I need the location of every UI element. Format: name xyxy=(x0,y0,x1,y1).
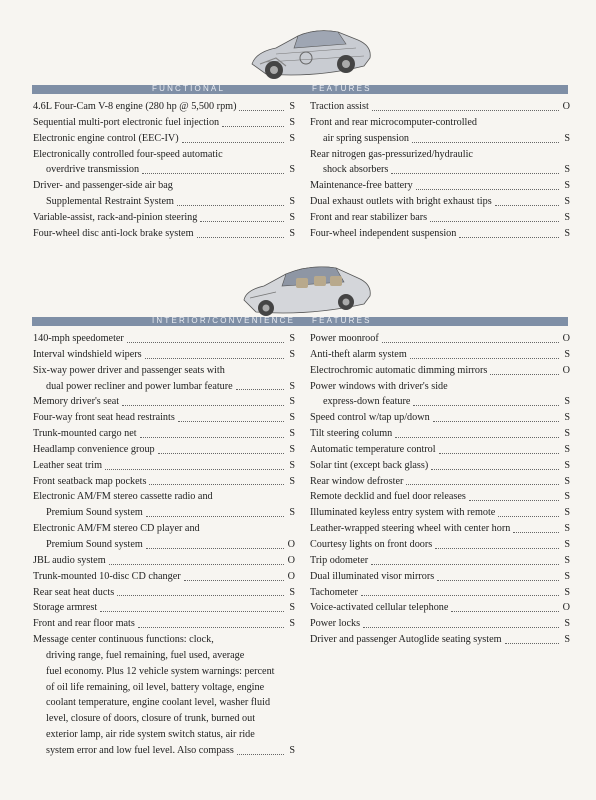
dot-leader xyxy=(469,499,559,501)
dot-leader xyxy=(412,141,559,143)
feature-row xyxy=(33,442,295,458)
dot-leader xyxy=(495,204,559,206)
feature-text: Leather-wrapped steering wheel with center horn xyxy=(310,523,511,535)
dot-leader xyxy=(138,626,284,628)
dot-leader xyxy=(430,220,559,222)
feature-text: Tilt steering column xyxy=(310,428,393,440)
feature-row xyxy=(33,426,295,442)
feature-text: Supplemental Restraint System xyxy=(46,196,174,208)
feature-text: Front and rear microcomputer-controlled xyxy=(310,116,477,128)
feature-row xyxy=(33,521,295,537)
availability-code: S xyxy=(564,180,570,192)
message-center-line: of oil life remaining, oil level, battery voltage, engine xyxy=(46,681,265,693)
availability-code: S xyxy=(564,523,570,535)
feature-text: Solar tint (except back glass) xyxy=(310,459,429,471)
feature-text: Voice-activated cellular telephone xyxy=(310,602,449,614)
feature-row xyxy=(310,458,570,474)
feature-row xyxy=(33,569,295,585)
feature-text: Electronic engine control (EEC-IV) xyxy=(33,132,179,144)
availability-code: S xyxy=(289,116,295,128)
dot-leader xyxy=(222,125,284,127)
feature-row xyxy=(310,489,570,505)
feature-text: Interval windshield wipers xyxy=(33,348,142,360)
feature-row xyxy=(310,115,570,131)
dot-leader xyxy=(236,388,284,390)
availability-code: S xyxy=(289,443,295,455)
feature-row xyxy=(33,210,295,226)
feature-row xyxy=(310,147,570,163)
feature-text: Rear window defroster xyxy=(310,475,404,487)
feature-text: Trip odometer xyxy=(310,554,369,566)
feature-text: shock absorbers xyxy=(323,164,389,176)
feature-row xyxy=(310,521,570,537)
feature-row xyxy=(310,474,570,490)
availability-code: S xyxy=(289,164,295,176)
dot-leader xyxy=(371,563,559,565)
feature-row xyxy=(310,537,570,553)
availability-code: S xyxy=(289,412,295,424)
feature-text: Trunk-mounted cargo net xyxy=(33,428,137,440)
dot-leader xyxy=(513,531,559,533)
availability-code: S xyxy=(564,412,570,424)
availability-code: S xyxy=(564,491,570,503)
band-label-right: FEATURES xyxy=(312,84,372,93)
availability-code: S xyxy=(289,396,295,408)
feature-row xyxy=(33,379,295,395)
feature-text: Automatic temperature control xyxy=(310,443,436,455)
feature-text: Variable-assist, rack-and-pinion steering xyxy=(33,211,198,223)
feature-text: Electrochromic automatic dimming mirrors xyxy=(310,364,488,376)
feature-text: Electronic AM/FM stereo CD player and xyxy=(33,523,200,535)
dot-leader xyxy=(505,642,559,644)
availability-code: S xyxy=(564,538,570,550)
availability-code: S xyxy=(289,227,295,239)
availability-code: S xyxy=(289,348,295,360)
dot-leader xyxy=(140,436,284,438)
feature-row xyxy=(33,331,295,347)
band-label-left: FUNCTIONAL xyxy=(152,84,226,93)
feature-row xyxy=(33,178,295,194)
feature-row xyxy=(33,474,295,490)
availability-code: S xyxy=(564,554,570,566)
availability-code: O xyxy=(562,101,570,112)
availability-code: S xyxy=(289,602,295,614)
feature-text: Maintenance-free battery xyxy=(310,180,413,192)
dot-leader xyxy=(498,515,559,517)
functional-features-left-column xyxy=(33,99,295,242)
feature-row xyxy=(310,226,570,242)
feature-text: 4.6L Four-Cam V-8 engine (280 hp @ 5,500 rpm) xyxy=(33,101,237,112)
feature-row xyxy=(310,616,570,632)
message-center-line: driving range, fuel remaining, fuel used, average xyxy=(46,649,245,661)
dot-leader xyxy=(406,483,559,485)
dot-leader xyxy=(363,626,559,628)
feature-row xyxy=(33,394,295,410)
dot-leader xyxy=(395,436,559,438)
feature-row xyxy=(33,537,295,553)
feature-row xyxy=(310,379,570,395)
feature-row xyxy=(33,616,295,632)
feature-text: Front and rear floor mats xyxy=(33,618,135,630)
message-center-last-line: system error and low fuel level. Also compass xyxy=(46,744,234,756)
feature-row xyxy=(33,162,295,178)
feature-row xyxy=(310,410,570,426)
feature-row xyxy=(33,194,295,210)
feature-row xyxy=(310,210,570,226)
interior-convenience-features-band xyxy=(32,317,568,326)
dot-leader xyxy=(184,579,284,581)
availability-code: S xyxy=(564,586,570,598)
feature-text: Four-wheel disc anti-lock brake system xyxy=(33,227,194,239)
message-center-line: fuel economy. Plus 12 vehicle system warnings: percent xyxy=(46,665,275,677)
dot-leader xyxy=(382,341,559,343)
dot-leader xyxy=(431,468,559,470)
availability-code: S xyxy=(289,507,295,519)
dot-leader xyxy=(200,220,284,222)
message-center-line: coolant temperature, engine coolant level, washer fluid xyxy=(46,697,271,709)
feature-text: Memory driver's seat xyxy=(33,396,120,408)
availability-code: S xyxy=(564,428,570,440)
feature-text: Driver and passenger Autoglide seating system xyxy=(310,634,502,646)
dot-leader xyxy=(197,236,285,238)
band-label-right: FEATURES xyxy=(312,316,372,325)
feature-row xyxy=(33,410,295,426)
availability-code: S xyxy=(289,333,295,344)
feature-row xyxy=(33,489,295,505)
message-center-line: exterior lamp, air ride system switch status, air ride xyxy=(46,729,255,741)
dot-leader xyxy=(490,373,559,375)
availability-code: S xyxy=(289,744,295,756)
feature-text: Front seatback map pockets xyxy=(33,475,147,487)
feature-row xyxy=(33,131,295,147)
feature-text: Driver- and passenger-side air bag xyxy=(33,180,173,192)
feature-text: Headlamp convenience group xyxy=(33,443,155,455)
availability-code: S xyxy=(564,132,570,144)
availability-code: O xyxy=(562,333,570,344)
feature-text: Electronic AM/FM stereo cassette radio and xyxy=(33,491,213,503)
dot-leader xyxy=(178,420,284,422)
interior-features-right-column xyxy=(310,331,570,648)
feature-row xyxy=(310,426,570,442)
dot-leader xyxy=(391,172,559,174)
feature-text: JBL audio system xyxy=(33,554,106,566)
dot-leader xyxy=(182,141,284,143)
feature-text: overdrive transmission xyxy=(46,164,140,176)
feature-text: dual power recliner and power lumbar feature xyxy=(46,380,233,392)
feature-row xyxy=(33,99,295,115)
availability-code: S xyxy=(289,618,295,630)
feature-row xyxy=(310,394,570,410)
feature-row xyxy=(33,115,295,131)
feature-text: Anti-theft alarm system xyxy=(310,348,407,360)
feature-text: Storage armrest xyxy=(33,602,98,614)
availability-code: O xyxy=(287,538,295,550)
dot-leader xyxy=(372,109,559,111)
feature-text: Front and rear stabilizer bars xyxy=(310,211,428,223)
feature-text: Remote decklid and fuel door releases xyxy=(310,491,466,503)
dot-leader xyxy=(117,594,284,596)
availability-code: O xyxy=(562,364,570,376)
availability-code: S xyxy=(289,132,295,144)
availability-code: S xyxy=(289,101,295,112)
dot-leader xyxy=(142,172,284,174)
availability-code: S xyxy=(564,507,570,519)
availability-code: S xyxy=(289,586,295,598)
dot-leader xyxy=(146,515,284,517)
feature-text: Tachometer xyxy=(310,586,358,598)
availability-code: S xyxy=(564,164,570,176)
dot-leader xyxy=(239,109,284,111)
feature-text: Illuminated keyless entry system with remote xyxy=(310,507,496,519)
feature-text: express-down feature xyxy=(323,396,411,408)
dot-leader xyxy=(105,468,284,470)
feature-text: Trunk-mounted 10-disc CD changer xyxy=(33,570,181,582)
feature-text: Dual exhaust outlets with bright exhaust tips xyxy=(310,196,492,208)
dot-leader xyxy=(127,341,284,343)
feature-row xyxy=(310,363,570,379)
availability-code: S xyxy=(289,211,295,223)
availability-code: S xyxy=(289,196,295,208)
dot-leader xyxy=(410,357,559,359)
feature-text: Rear nitrogen gas-pressurized/hydraulic xyxy=(310,148,473,160)
dot-leader xyxy=(100,610,284,612)
dot-leader xyxy=(459,236,559,238)
feature-row xyxy=(310,600,570,616)
availability-code: S xyxy=(289,459,295,471)
feature-row xyxy=(310,99,570,115)
availability-code: O xyxy=(287,554,295,566)
feature-text: Speed control w/tap up/down xyxy=(310,412,430,424)
feature-text: 140-mph speedometer xyxy=(33,333,124,344)
availability-code: O xyxy=(562,602,570,614)
feature-row xyxy=(33,743,295,759)
feature-row xyxy=(33,553,295,569)
availability-code: S xyxy=(564,634,570,646)
dot-leader xyxy=(437,579,559,581)
feature-text: Power windows with driver's side xyxy=(310,380,448,392)
dot-leader xyxy=(177,204,284,206)
feature-row xyxy=(33,585,295,601)
feature-text: Premium Sound system xyxy=(46,507,143,519)
feature-row xyxy=(33,147,295,163)
feature-row xyxy=(310,162,570,178)
feature-row xyxy=(33,347,295,363)
feature-text: Rear seat heat ducts xyxy=(33,586,115,598)
functional-features-right-column xyxy=(310,99,570,242)
feature-text: Traction assist xyxy=(310,101,369,112)
feature-row xyxy=(310,569,570,585)
availability-code: S xyxy=(564,196,570,208)
feature-text: Power locks xyxy=(310,618,361,630)
dot-leader xyxy=(361,594,559,596)
dot-leader xyxy=(413,404,559,406)
feature-text: Four-wheel independent suspension xyxy=(310,227,457,239)
dot-leader xyxy=(145,357,284,359)
message-center-line: level, closure of doors, closure of trunk, burned out xyxy=(46,713,256,725)
availability-code: S xyxy=(564,459,570,471)
dot-leader xyxy=(439,452,559,454)
feature-row xyxy=(33,458,295,474)
dot-leader xyxy=(433,420,559,422)
availability-code: S xyxy=(564,396,570,408)
feature-row xyxy=(310,194,570,210)
feature-text: Courtesy lights on front doors xyxy=(310,538,433,550)
availability-code: S xyxy=(564,475,570,487)
feature-text: Six-way power driver and passenger seats with xyxy=(33,364,225,376)
dot-leader xyxy=(435,547,559,549)
dot-leader xyxy=(158,452,284,454)
dot-leader xyxy=(149,483,284,485)
car-cutaway-illustration xyxy=(246,14,376,86)
feature-text: Electronically controlled four-speed automatic xyxy=(33,148,223,160)
dot-leader xyxy=(122,404,284,406)
feature-text: Power moonroof xyxy=(310,333,379,344)
feature-row xyxy=(33,600,295,616)
functional-features-band xyxy=(32,85,568,94)
feature-text: Sequential multi-port electronic fuel injection xyxy=(33,116,220,128)
feature-row xyxy=(310,347,570,363)
availability-code: S xyxy=(564,570,570,582)
feature-row xyxy=(310,505,570,521)
dot-leader xyxy=(451,610,559,612)
availability-code: S xyxy=(289,428,295,440)
feature-text: Dual illuminated visor mirrors xyxy=(310,570,435,582)
feature-row xyxy=(310,131,570,147)
feature-text: Four-way front seat head restraints xyxy=(33,412,175,424)
dot-leader xyxy=(237,753,284,755)
availability-code: S xyxy=(564,211,570,223)
interior-features-left-column xyxy=(33,331,295,759)
car-interior-illustration xyxy=(240,256,376,322)
feature-row xyxy=(310,585,570,601)
feature-row xyxy=(310,442,570,458)
feature-row xyxy=(310,632,570,648)
availability-code: S xyxy=(289,380,295,392)
availability-code: S xyxy=(564,227,570,239)
feature-text: air spring suspension xyxy=(323,132,410,144)
dot-leader xyxy=(109,563,284,565)
dot-leader xyxy=(416,188,559,190)
feature-row xyxy=(310,331,570,347)
band-label-left: INTERIOR/CONVENIENCE xyxy=(152,316,296,325)
availability-code: S xyxy=(289,475,295,487)
feature-text: Leather seat trim xyxy=(33,459,103,471)
availability-code: S xyxy=(564,348,570,360)
availability-code: S xyxy=(564,443,570,455)
availability-code: S xyxy=(564,618,570,630)
feature-text: Premium Sound system xyxy=(46,538,143,550)
feature-row xyxy=(310,178,570,194)
feature-row xyxy=(33,505,295,521)
feature-row xyxy=(310,553,570,569)
message-center-line: Message center continuous functions: clock, xyxy=(33,634,214,646)
feature-row xyxy=(33,363,295,379)
availability-code: O xyxy=(287,570,295,582)
feature-row xyxy=(33,226,295,242)
dot-leader xyxy=(146,547,284,549)
